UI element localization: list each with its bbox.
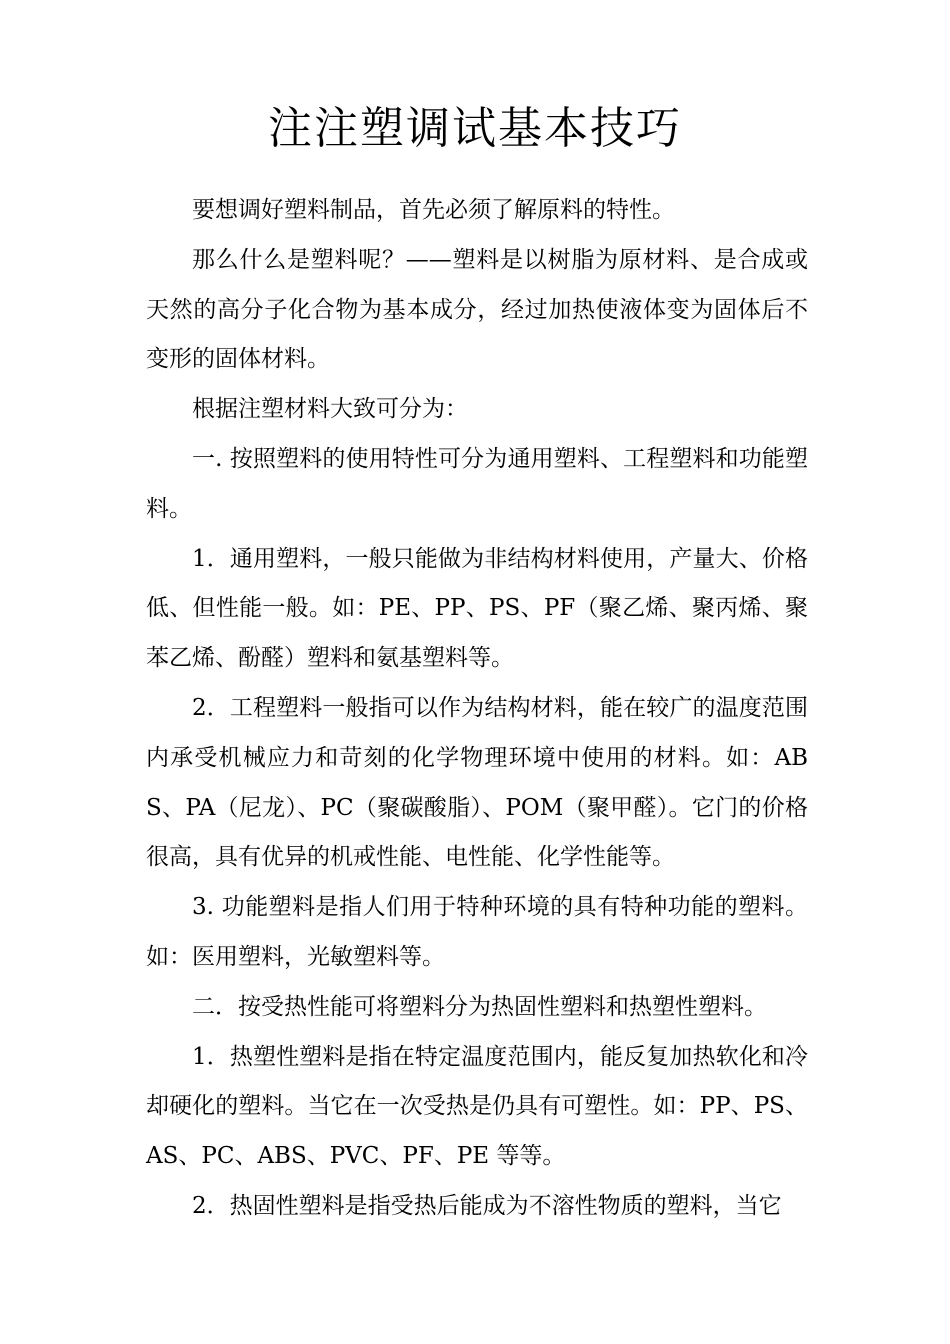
document-title: 注注塑调试基本技巧 bbox=[268, 103, 682, 154]
document-body bbox=[146, 186, 808, 1232]
paragraph: 一. 按照塑料的使用特性可分为通用塑料、工程塑料和功能塑料。 bbox=[146, 445, 808, 522]
paragraph: 要想调好塑料制品，首先必须了解原料的特性。 bbox=[192, 197, 675, 223]
paragraph: 3. 功能塑料是指人们用于特种环境的具有特种功能的塑料。如：医用塑料，光敏塑料等。 bbox=[146, 894, 808, 970]
paragraph: 1．通用塑料，一般只能做为非结构材料使用，产量大、价格低、但性能一般。如：PE、PP、PS、PF（聚乙烯、聚丙烯、聚苯乙烯、酚醛）塑料和氨基塑料等。 bbox=[146, 545, 808, 672]
paragraph: 2．热固性塑料是指受热后能成为不溶性物质的塑料，当它 bbox=[192, 1192, 782, 1219]
paragraph: 1．热塑性塑料是指在特定温度范围内，能反复加热软化和冷却硬化的塑料。当它在一次受热是仍具有可塑性。如：PP、PS、AS、PC、ABS、PVC、PF、PE 等等。 bbox=[146, 1043, 808, 1170]
paragraph: 那么什么是塑料呢？——塑料是以树脂为原材料、是合成或天然的高分子化合物为基本成分，经过加热使液体变为固体后不变形的固体材料。 bbox=[146, 246, 808, 373]
paragraph: 2．工程塑料一般指可以作为结构材料，能在较广的温度范围内承受机械应力和苛刻的化学物理环境中使用的材料。如：ABS、PA（尼龙）、PC（聚碳酸脂）、POM（聚甲醛）。它门的价格很高，具有优异的机戒性能、电性能、化学性能等。 bbox=[146, 694, 808, 871]
paragraph: 二．按受热性能可将塑料分为热固性塑料和热塑性塑料。 bbox=[192, 993, 767, 1020]
paragraph: 根据注塑材料大致可分为： bbox=[192, 396, 468, 423]
